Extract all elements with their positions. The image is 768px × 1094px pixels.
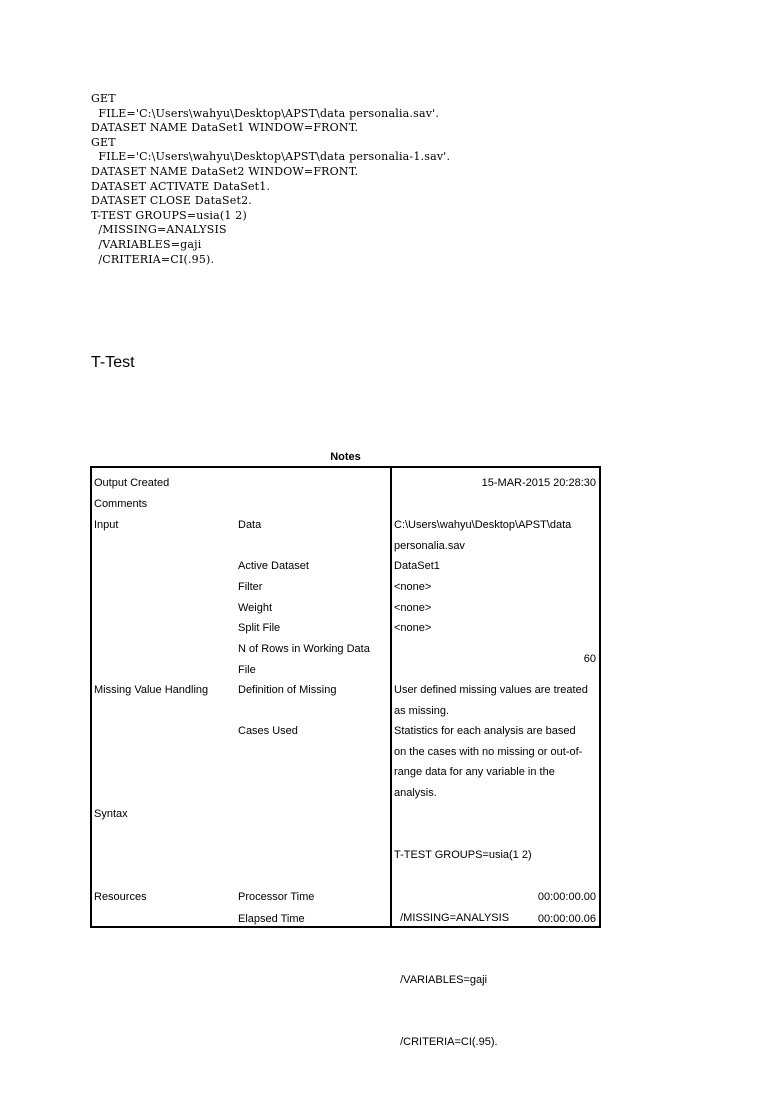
value-line: /MISSING=ANALYSIS <box>394 911 510 924</box>
value-weight: <none> <box>394 602 432 614</box>
sub-label-definition-of-missing: Definition of Missing <box>238 684 337 696</box>
value-syntax <box>394 804 532 1094</box>
syntax-line: T-TEST GROUPS=usia(1 2) <box>91 208 247 222</box>
value-cases-used <box>394 721 582 804</box>
value-line: Statistics for each analysis are based <box>394 725 576 737</box>
value-line: on the cases with no missing or out-of- <box>394 745 583 758</box>
row-label-missing-value-handling: Missing Value Handling <box>94 684 209 696</box>
section-heading: T-Test <box>91 354 135 371</box>
row-label-resources: Resources <box>94 891 147 903</box>
syntax-line: DATASET NAME DataSet1 WINDOW=FRONT. <box>91 121 359 135</box>
value-filter: <none> <box>394 581 432 593</box>
value-line: /VARIABLES=gaji <box>394 973 488 986</box>
sub-label-active-dataset: Active Dataset <box>238 560 309 572</box>
notes-table-title: Notes <box>330 451 361 463</box>
value-line: T-TEST GROUPS=usia(1 2) <box>394 849 532 862</box>
syntax-line: DATASET NAME DataSet2 WINDOW=FRONT. <box>91 164 359 178</box>
value-processor-time: 00:00:00.00 <box>537 891 596 903</box>
value-split-file: <none> <box>394 622 432 634</box>
syntax-line: FILE='C:\Users\wahyu\Desktop\APST\data personalia-1.sav'. <box>91 150 451 164</box>
column-divider <box>390 468 392 926</box>
value-data <box>394 515 571 556</box>
syntax-line: GET <box>91 135 116 149</box>
syntax-line: /CRITERIA=CI(.95). <box>91 252 215 266</box>
syntax-line: FILE='C:\Users\wahyu\Desktop\APST\data personalia.sav'. <box>91 106 440 120</box>
row-label-comments: Comments <box>94 498 148 510</box>
value-elapsed-time: 00:00:00.06 <box>537 913 596 925</box>
value-active-dataset: DataSet1 <box>394 560 440 572</box>
value-line: C:\Users\wahyu\Desktop\APST\data <box>394 519 572 531</box>
sub-label-elapsed-time: Elapsed Time <box>238 913 305 925</box>
syntax-block <box>91 92 450 267</box>
sub-label-processor-time: Processor Time <box>238 891 315 903</box>
value-line: analysis. <box>394 787 437 800</box>
syntax-line: DATASET ACTIVATE DataSet1. <box>91 179 271 193</box>
label-line: File <box>238 663 256 676</box>
notes-table <box>90 466 601 1048</box>
value-n-rows: 60 <box>583 653 596 665</box>
row-label-syntax: Syntax <box>94 808 128 820</box>
value-definition-of-missing <box>394 680 588 721</box>
value-line: personalia.sav <box>394 539 465 552</box>
value-line: /CRITERIA=CI(.95). <box>394 1035 498 1048</box>
sub-label-filter: Filter <box>238 581 263 593</box>
value-line: range data for any variable in the <box>394 766 555 779</box>
value-output-created: 15-MAR-2015 20:28:30 <box>481 477 596 489</box>
value-line: as missing. <box>394 704 450 717</box>
syntax-line: DATASET CLOSE DataSet2. <box>91 194 252 208</box>
syntax-line: GET <box>91 92 116 105</box>
syntax-line: /MISSING=ANALYSIS <box>91 223 227 237</box>
row-label-output-created: Output Created <box>94 477 170 489</box>
row-label-input: Input <box>94 519 119 531</box>
value-line: User defined missing values are treated <box>394 684 588 696</box>
sub-label-cases-used: Cases Used <box>238 725 298 737</box>
sub-label-weight: Weight <box>238 602 273 614</box>
syntax-line: /VARIABLES=gaji <box>91 237 202 251</box>
sub-label-split-file: Split File <box>238 622 281 634</box>
label-line: N of Rows in Working Data <box>238 643 370 655</box>
sub-label-data: Data <box>238 519 262 531</box>
sub-label-n-rows <box>238 639 370 680</box>
